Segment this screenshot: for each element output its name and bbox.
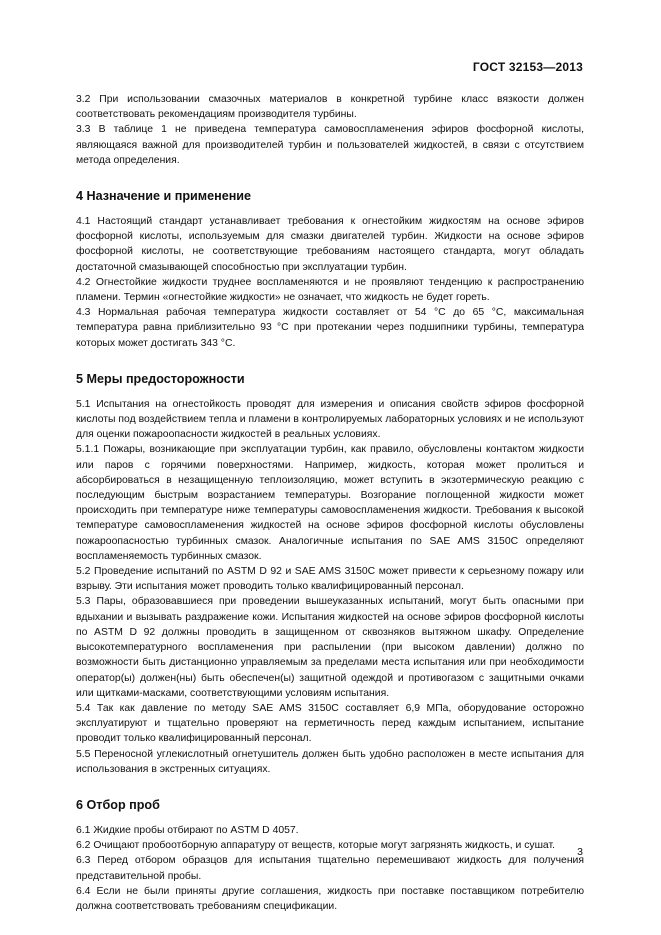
paragraph-6-2: 6.2 Очищают пробоотборную аппаратуру от веществ, которые могут загрязнять жидкость, и сушат.	[76, 840, 555, 852]
paragraph-5-1: 5.1 Испытания на огнестойкость проводят для измерения и описания свойств эфиров фосфорной кислоты под воздействием тепла и пламени в контролируемых лабораторных условиях и не используют для оценки пожароопасности жидкостей в реальных условиях.	[76, 398, 584, 441]
page-number: 3	[577, 846, 583, 858]
paragraph-5-3: 5.3 Пары, образовавшиеся при проведении вышеуказанных испытаний, могут быть опасными при вдыхании и вызывать раздражение кожи. Испытания жидкостей на основе эфиров фосфорной кислоты по ASTM D 92 должны проводить в защищенном от сквозняков вытяжном шкафу. Определение высокотемпературного воспламенения при распылении (при высоком давлении) должно по возможности быть дистанционно управляемым за пределами места испытания или при необходимости оператор(ы) должен(ны) быть обеспечен(ы) защитной одеждой и противогазом с защитными очками или щитками-масками, соответствующими условиям испытания.	[76, 596, 584, 699]
paragraph-6-3: 6.3 Перед отбором образцов для испытания тщательно перемешивают жидкость для получения представительной пробы.	[76, 855, 584, 882]
paragraph-6-1: 6.1 Жидкие пробы отбирают по ASTM D 4057.	[76, 824, 299, 836]
paragraph-4-3: 4.3 Нормальная рабочая температура жидкости составляет от 54 °С до 65 °С, максимальная температура равна приблизительно 93 °С при протекании через подшипники турбины, температура которых может достигать 343 °С.	[76, 307, 584, 349]
section-5-heading: 5 Меры предосторожности	[76, 371, 245, 386]
paragraph-5-5: 5.5 Переносной углекислотный огнетушитель должен быть удобно расположен в месте испытания для использования в экстренных ситуациях.	[76, 748, 584, 775]
paragraph-6-4: 6.4 Если не были приняты другие соглашения, жидкость при поставке поставщиком потребителю должна соответствовать требованиям спецификации.	[76, 885, 584, 912]
paragraph-5-2: 5.2 Проведение испытаний по ASTM D 92 и SAE AMS 3150C может привести к серьезному пожару или взрыву. Эти испытания может проводить только квалифицированный персонал.	[76, 566, 584, 593]
section-6-heading: 6 Отбор проб	[76, 797, 160, 812]
paragraph-3-2: 3.2 При использовании смазочных материалов в конкретной турбине класс вязкости должен соответствовать рекомендациям производителя турбины.	[76, 94, 584, 121]
paragraph-5-4: 5.4 Так как давление по методу SAE AMS 3150C составляет 6,9 МПа, оборудование осторожно эксплуатируют и тщательно проверяют на герметичность перед каждым испытанием, испытание проводит только квалифицированный персонал.	[76, 702, 584, 745]
paragraph-4-1: 4.1 Настоящий стандарт устанавливает требования к огнестойким жидкостям на основе эфиров фосфорной кислоты, используемым для смазки двигателей турбин. Жидкости на основе эфиров фосфорной кислоты, не соответствующие требованиям настоящего стандарта, могут обладать достаточной смазывающей способностью при эксплуатации турбин.	[76, 216, 584, 273]
page-body	[76, 92, 584, 914]
section-4-heading: 4 Назначение и применение	[76, 189, 252, 204]
standard-code: ГОСТ 32153—2013	[472, 60, 583, 74]
paragraph-4-2: 4.2 Огнестойкие жидкости труднее воспламеняются и не проявляют тенденцию к распространению пламени. Термин «огнестойкие жидкости» не означает, что жидкость не будет гореть.	[76, 276, 584, 304]
paragraph-3-3: 3.3 В таблице 1 не приведена температура самовоспламенения эфиров фосфорной кислоты, являющаяся важной для производителей турбин и пользователей жидкостей, в связи с отсутствием метода определения.	[76, 124, 584, 166]
paragraph-5-1-1: 5.1.1 Пожары, возникающие при эксплуатации турбин, как правило, обусловлены контактом жидкости или паров с горячими поверхностями. Например, жидкость, которая может пролиться и абсорбироваться в незащищенную теплоизоляцию, может вступить в экзотермическую реакцию с последующим быстрым возрастанием температуры. Возгорание поглощенной жидкости может происходить при температуре ниже температуры самовоспламенения жидкости. Требования к высокой температуре самовоспламенения жидкостей на основе эфиров фосфорной кислоты обусловлены пожароопасностью турбинных смазок. Аналогичные испытания по SAE AMS 3150C определяют воспламеняемость турбинных смазок.	[76, 444, 584, 562]
